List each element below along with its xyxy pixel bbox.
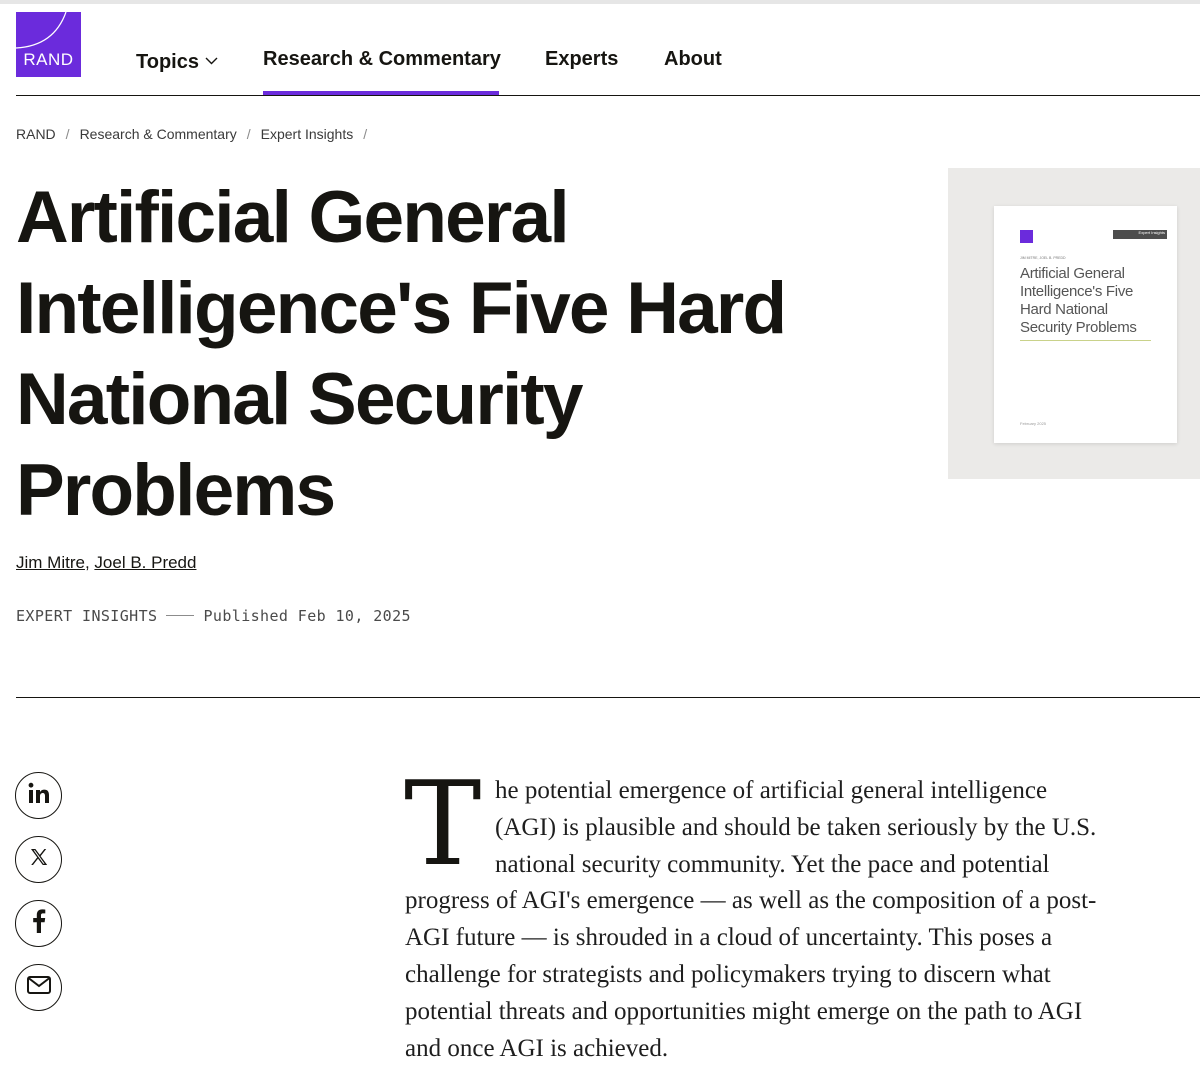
cover-authors: JIM MITRE, JOEL B. PREDD xyxy=(1020,256,1066,260)
cover-tag: Expert Insights xyxy=(1113,230,1167,239)
breadcrumb-separator: / xyxy=(65,126,70,142)
report-cover[interactable] xyxy=(994,206,1177,443)
page-title: Artificial General Intelligence's Five Hard National Security Problems xyxy=(16,177,786,531)
article-meta xyxy=(16,607,411,625)
rand-logo[interactable] xyxy=(16,12,81,77)
share-x-button[interactable] xyxy=(15,836,62,883)
linkedin-icon xyxy=(28,782,50,809)
cover-title: Artificial General Intelligence's Five Hard National Security Problems xyxy=(1020,265,1137,336)
body-line: potential threats and opportunities might emerge on the path to AGI xyxy=(405,997,1083,1025)
nav-research-commentary[interactable]: Research & Commentary xyxy=(263,48,501,70)
article-type: EXPERT INSIGHTS xyxy=(16,607,158,625)
author-link[interactable]: Jim Mitre xyxy=(16,553,85,572)
nav-experts[interactable]: Experts xyxy=(545,48,619,70)
header-divider xyxy=(16,95,1200,96)
x-icon xyxy=(29,847,49,872)
breadcrumb-expert-insights[interactable]: Expert Insights xyxy=(260,126,354,142)
share-facebook-button[interactable] xyxy=(15,900,62,947)
cover-divider xyxy=(1020,340,1151,341)
email-icon xyxy=(27,976,51,999)
body-line: (AGI) is plausible and should be taken seriously by the U.S. xyxy=(495,813,1097,841)
nav-topics[interactable] xyxy=(136,48,218,74)
content-divider xyxy=(16,697,1200,698)
body-line: he potential emergence of artificial general intelligence xyxy=(495,777,1048,804)
top-strip xyxy=(0,0,1200,4)
meta-dash xyxy=(166,615,194,616)
facebook-icon xyxy=(32,909,46,938)
body-line: progress of AGI's emergence — as well as the composition of a post- xyxy=(405,887,1097,915)
published-date: Published Feb 10, 2025 xyxy=(203,607,411,625)
breadcrumb-research-commentary[interactable]: Research & Commentary xyxy=(79,126,237,142)
chevron-down-icon xyxy=(205,48,218,71)
body-line: challenge for strategists and policymakers trying to discern what xyxy=(405,960,1051,988)
share-email-button[interactable] xyxy=(15,964,62,1011)
breadcrumb-separator: / xyxy=(246,126,251,142)
breadcrumb-rand[interactable]: RAND xyxy=(16,126,56,142)
dropcap-letter: T xyxy=(404,757,482,892)
body-line: AGI future — is shrouded in a cloud of uncertainty. This poses a xyxy=(405,924,1053,952)
breadcrumb xyxy=(16,126,377,142)
body-line: national security community. Yet the pace and potential xyxy=(495,850,1050,878)
breadcrumb-separator: / xyxy=(363,126,368,142)
author-link[interactable]: Joel B. Predd xyxy=(94,553,197,572)
article-body xyxy=(405,773,1155,1067)
authors: Jim Mitre, Joel B. Predd xyxy=(16,553,197,572)
cover-rand-logo xyxy=(1020,230,1033,243)
cover-date: February 2025 xyxy=(1020,421,1047,426)
nav-about[interactable]: About xyxy=(664,48,722,70)
logo-text: RAND xyxy=(23,50,74,69)
nav-topics-label: Topics xyxy=(136,51,199,73)
body-line: and once AGI is achieved. xyxy=(405,1034,669,1062)
share-linkedin-button[interactable] xyxy=(15,772,62,819)
